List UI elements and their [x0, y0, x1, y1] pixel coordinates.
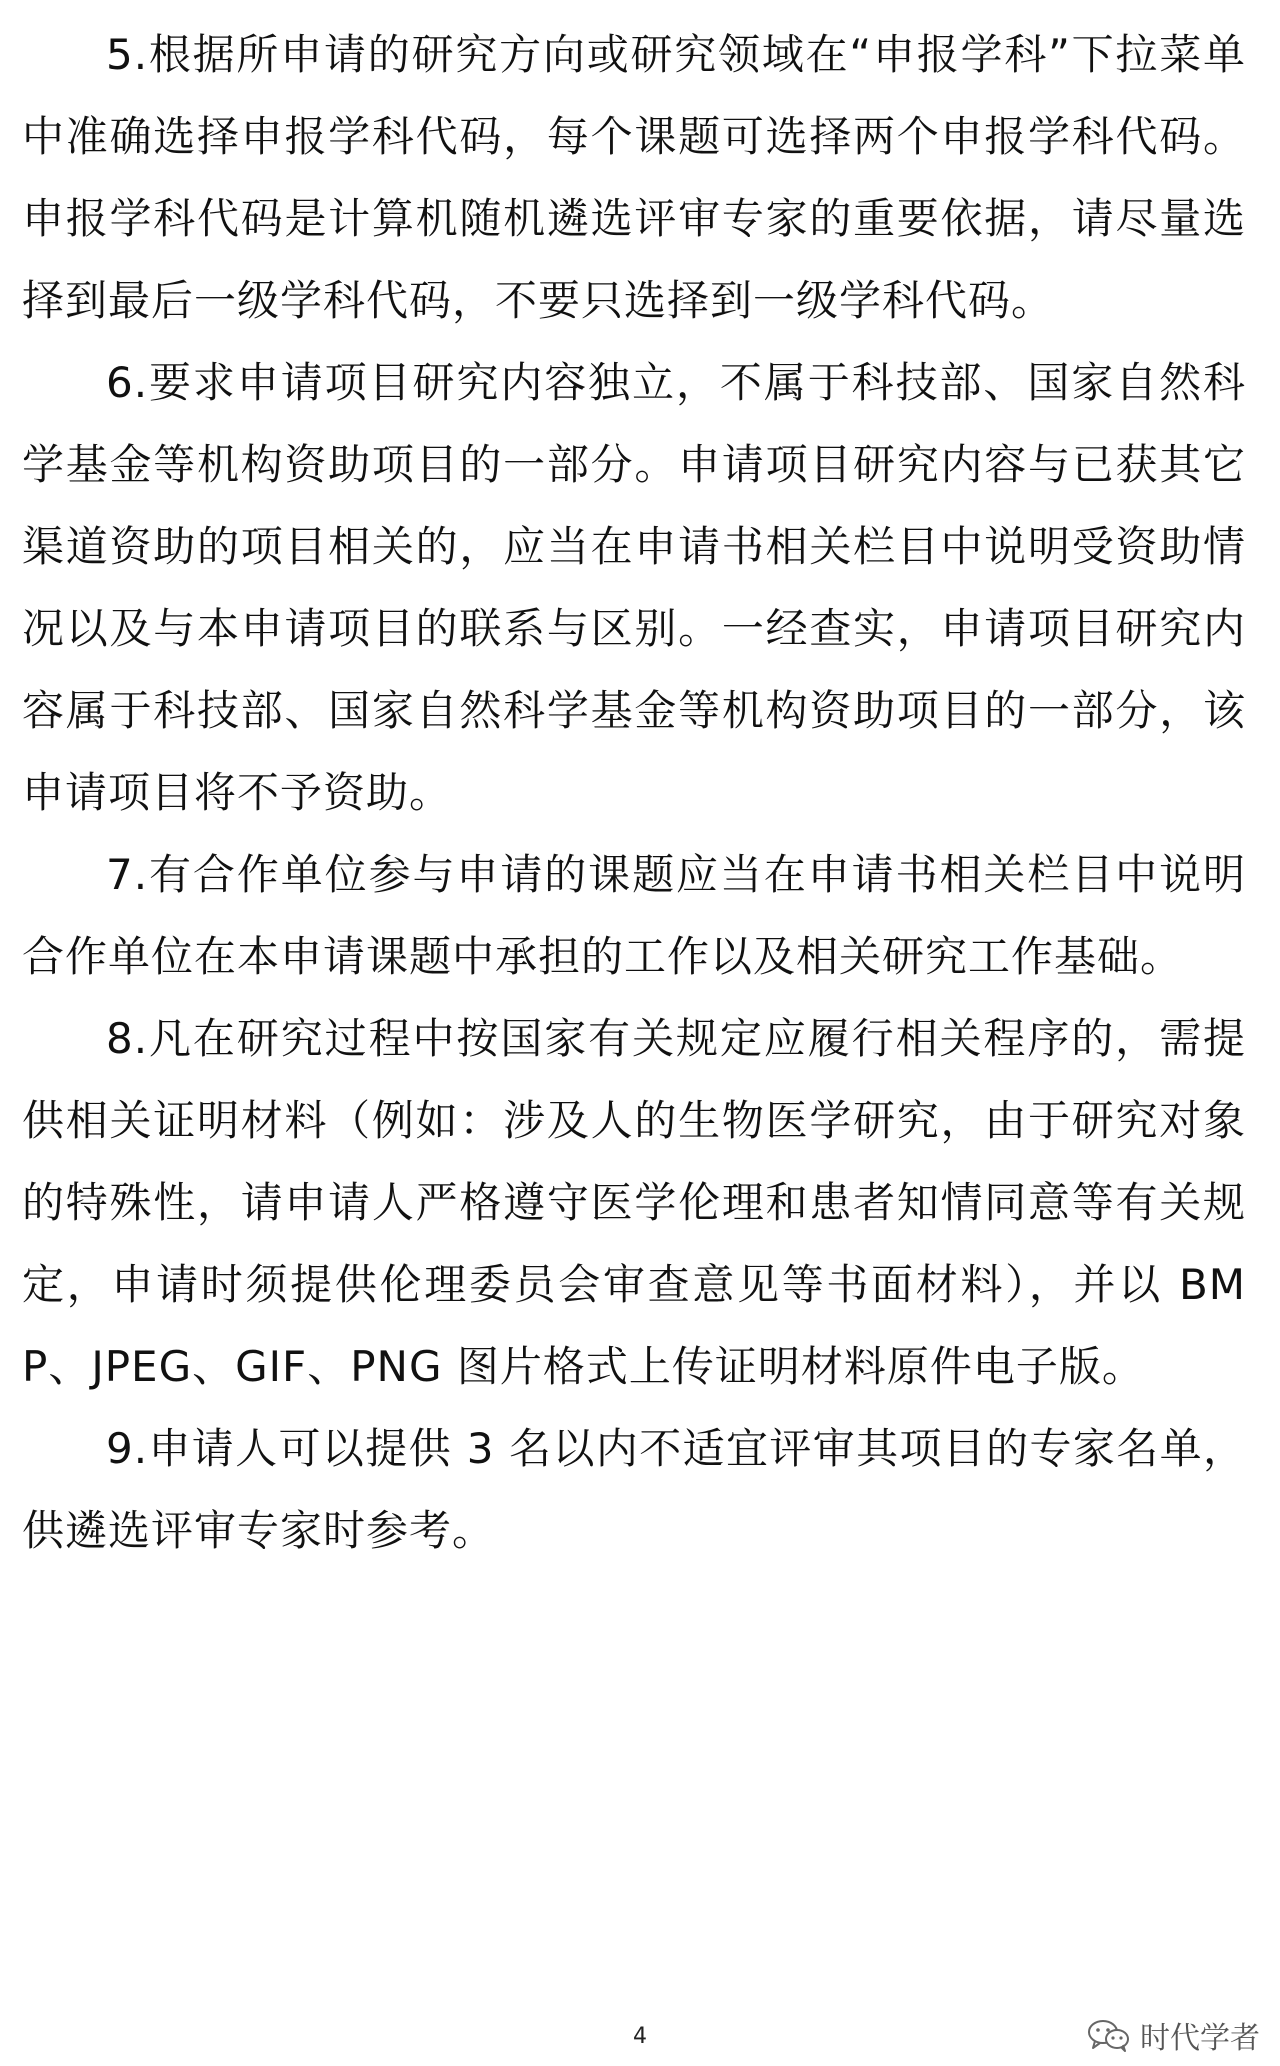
- watermark: [1086, 2013, 1260, 2057]
- paragraph-item-9: 9.申请人可以提供 3 名以内不适宜评审其项目的专家名单，供遴选评审专家时参考。: [22, 1424, 1246, 1555]
- paragraph-item-7: 7.有合作单位参与申请的课题应当在申请书相关栏目中说明合作单位在本申请课题中承担的工作以及相关研究工作基础。: [22, 850, 1246, 981]
- paragraph-item-6: 6.要求申请项目研究内容独立，不属于科技部、国家自然科学基金等机构资助项目的一部分。申请项目研究内容与已获其它渠道资助的项目相关的，应当在申请书相关栏目中说明受资助情况以及与本申请项目的联系与区别。一经查实，申请项目研究内容属于科技部、国家自然科学基金等机构资助项目的一部分，该申请项目将不予资助。: [22, 358, 1246, 817]
- wechat-icon: [1086, 2017, 1132, 2053]
- paragraph-item-5: 5.根据所申请的研究方向或研究领域在“申报学科”下拉菜单中准确选择申报学科代码，每个课题可选择两个申报学科代码。申报学科代码是计算机随机遴选评审专家的重要依据，请尽量选择到最后一级学科代码，不要只选择到一级学科代码。: [22, 30, 1246, 325]
- watermark-text: 时代学者: [1140, 2021, 1260, 2056]
- page-number: 4: [633, 2024, 647, 2049]
- document-body: [22, 14, 1246, 1572]
- paragraph-item-8: 8.凡在研究过程中按国家有关规定应履行相关程序的，需提供相关证明材料（例如：涉及人的生物医学研究，由于研究对象的特殊性，请申请人严格遵守医学伦理和患者知情同意等有关规定，申请时须提供伦理委员会审查意见等书面材料），并以 BMP、JPEG、GIF、PNG 图片格式上传证明材料原件电子版。: [22, 1014, 1246, 1391]
